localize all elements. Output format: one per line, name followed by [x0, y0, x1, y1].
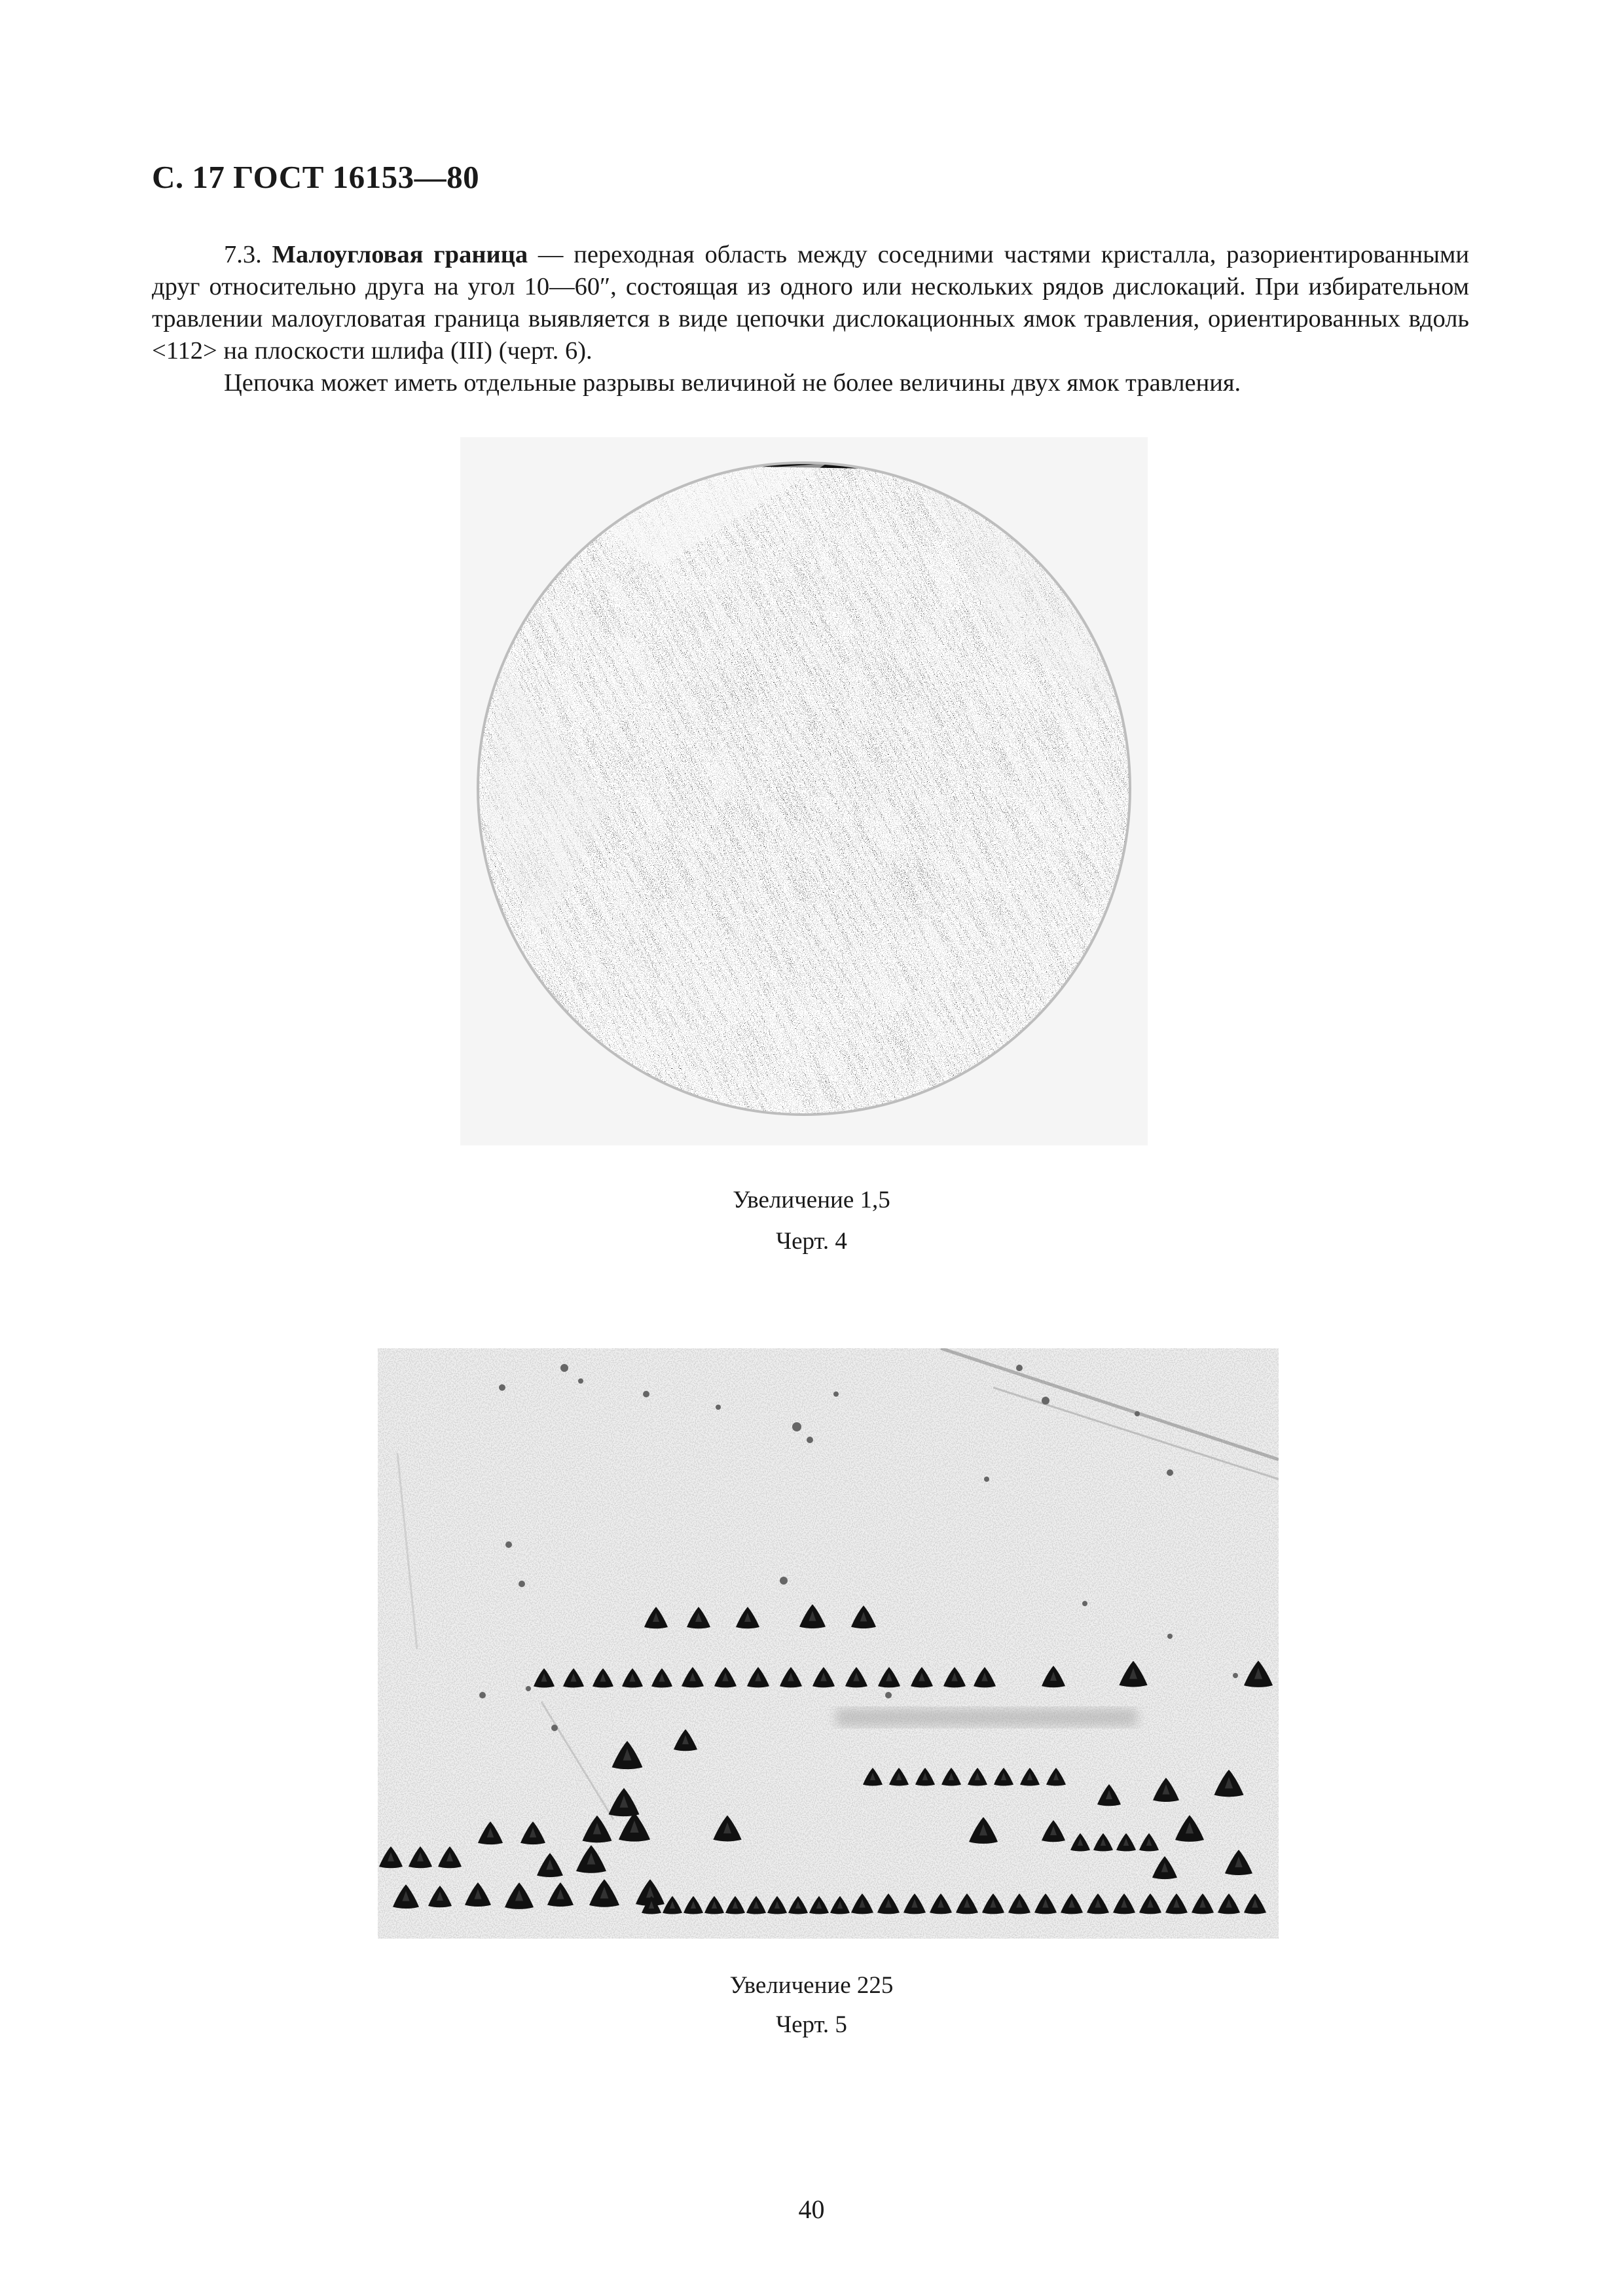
note-paragraph: Цепочка может иметь отдельные разрывы величиной не более величины двух ямок травления.: [224, 369, 1241, 397]
figure-4-label: Черт. 4: [776, 1228, 847, 1255]
figure-5-magnification: Увеличение 225: [729, 1972, 894, 1999]
figure-5-micrograph: [378, 1348, 1279, 1939]
etch-pits-photo: [378, 1348, 1279, 1939]
page-number: 40: [798, 2195, 825, 2224]
wafer-photo: [460, 437, 1148, 1145]
term-heading: Малоугловая граница: [272, 241, 528, 268]
figure-4-magnification: Увеличение 1,5: [733, 1187, 890, 1213]
definition-paragraph: [152, 239, 1469, 367]
figure-4-micrograph: [460, 437, 1148, 1145]
figure-5-label: Черт. 5: [776, 2011, 847, 2038]
section-number: 7.3.: [224, 241, 272, 268]
section-7-3: [152, 239, 1469, 399]
term-definition: — переходная область между соседними частями кристалла, разориентированными друг относительно друга на угол 10—60″, состоящая из одного или нескольких рядов дислокаций. При избирательном травлении малоугловатая граница выявляется в виде цепочки дислокационных ямок травления, ориентированных вдоль <112> на плоскости шлифа (III) (черт. 6).: [152, 241, 1470, 365]
page-header: С. 17 ГОСТ 16153—80: [152, 159, 480, 195]
